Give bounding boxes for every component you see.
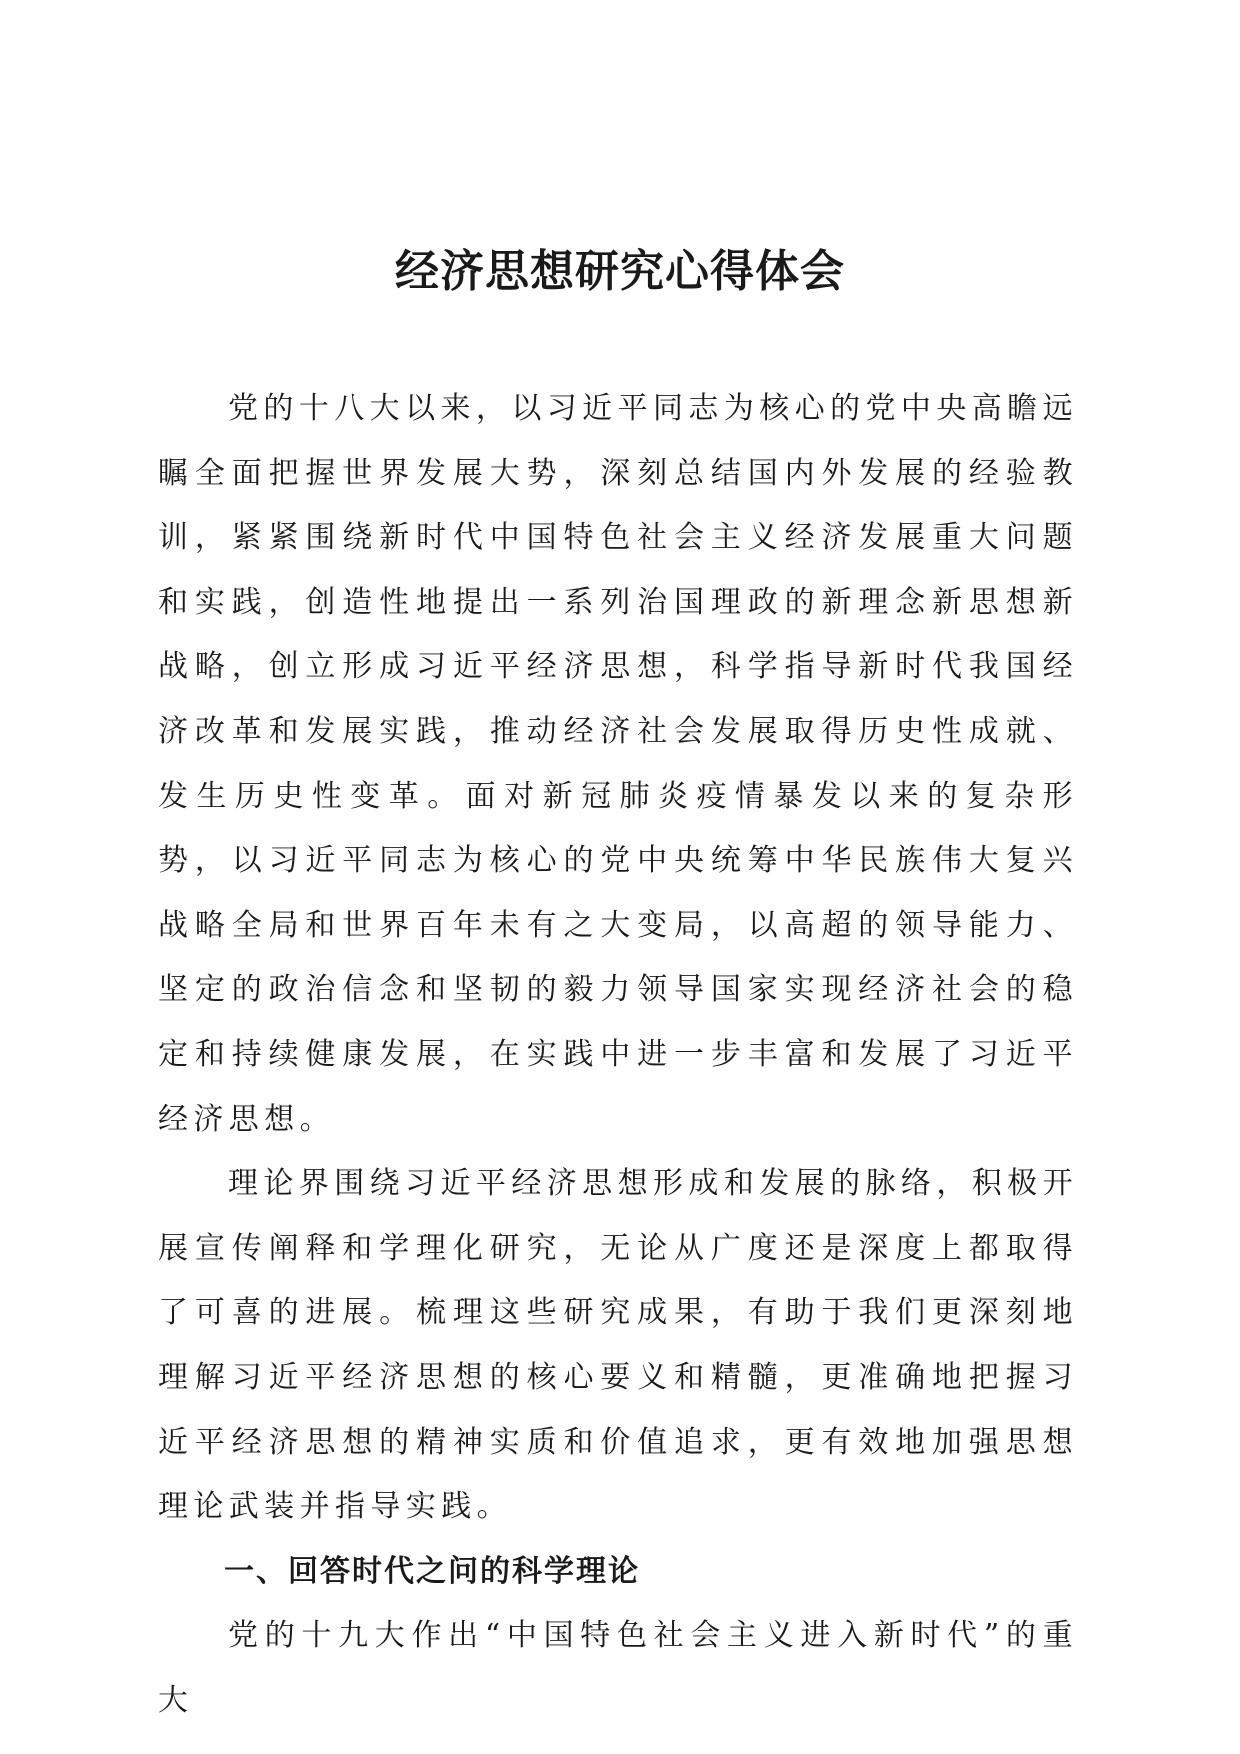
paragraph: 党的十九大作出“中国特色社会主义进入新时代”的重大 [158,1618,1078,1718]
paragraph: 理论界围绕习近平经济思想形成和发展的脉络，积极开展宣传阐释和学理化研究，无论从广度还是深度上都取得了可喜的进展。梳理这些研究成果，有助于我们更深刻地理解习近平经济思想的核心要义和精髓，更准确地把握习近平经济思想的精神实质和价值追求，更有效地加强思想理论武装并指导实践。 [158,1166,1078,1525]
section-heading: 一、回答时代之问的科学理论 [224,1553,640,1589]
paragraph: 党的十八大以来，以习近平同志为核心的党中央高瞻远瞩全面把握世界发展大势，深刻总结国内外发展的经验教训，紧紧围绕新时代中国特色社会主义经济发展重大问题和实践，创造性地提出一系列治国理政的新理念新思想新战略，创立形成习近平经济思想，科学指导新时代我国经济改革和发展实践，推动经济社会发展取得历史性成就、发生历史性变革。面对新冠肺炎疫情暴发以来的复杂形势，以习近平同志为核心的党中央统筹中华民族伟大复兴战略全局和世界百年未有之大变局，以高超的领导能力、坚定的政治信念和坚韧的毅力领导国家实现经济社会的稳定和持续健康发展，在实践中进一步丰富和发展了习近平经济思想。 [158,391,1078,1137]
document-title: 经济思想研究心得体会 [395,246,845,297]
document-body [158,377,1078,1733]
